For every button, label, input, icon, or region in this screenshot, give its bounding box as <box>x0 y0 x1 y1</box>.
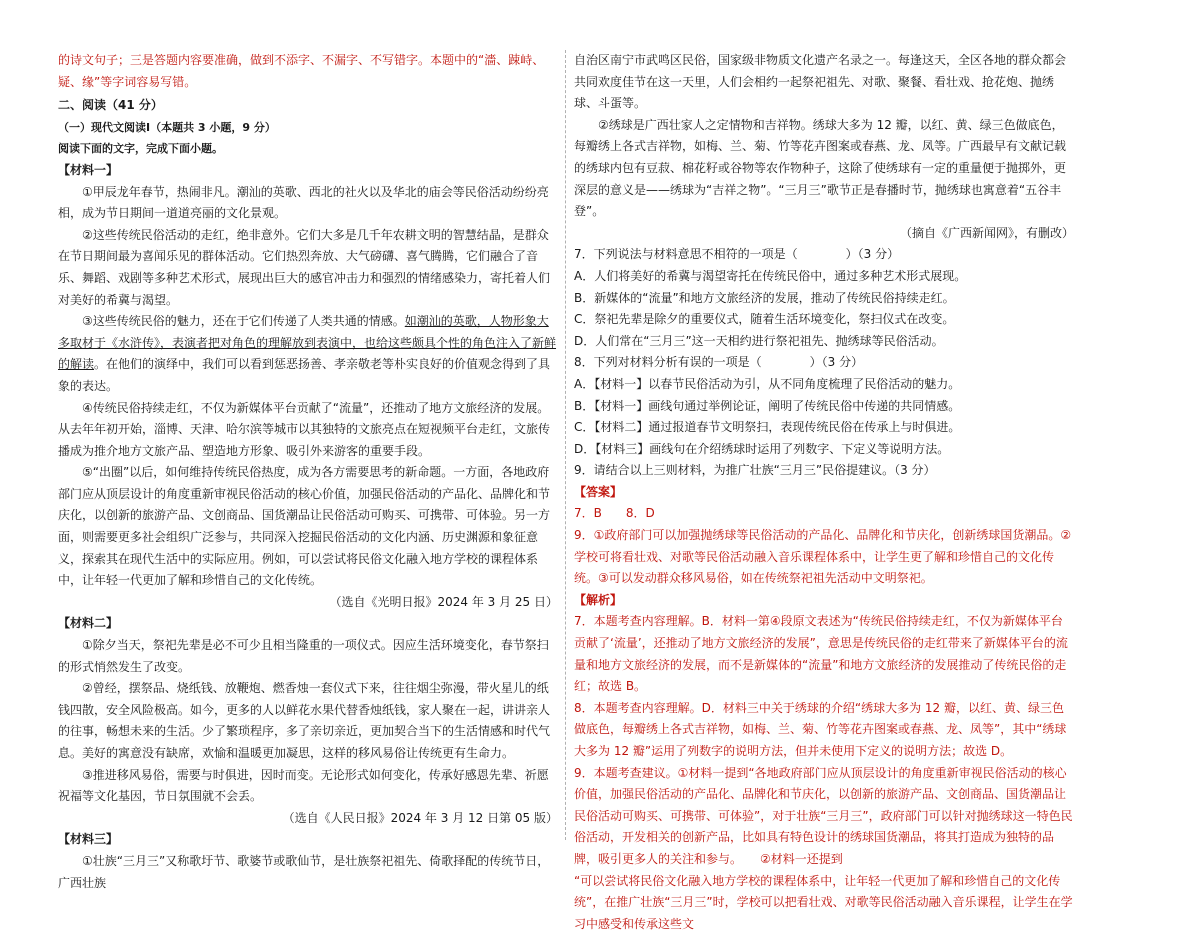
q7-option-d: D．人们常在“三月三”这一天相约进行祭祀祖先、抛绣球等民俗活动。 <box>574 333 944 348</box>
explanation-label: 【解析】 <box>574 592 623 607</box>
question-8: 8．下列对材料分析有误的一项是（ ）（3 分） <box>574 355 864 370</box>
answer-label: 【答案】 <box>574 484 623 499</box>
instruction: 阅读下面的文字，完成下面小题。 <box>58 142 223 156</box>
q8-option-a: A．【材料一】以春节民俗活动为引，从不同角度梳理了民俗活动的魅力。 <box>574 376 961 391</box>
right-column <box>574 50 1074 935</box>
m1-p3-underlined-sentence: 如潮汕的英歌，人物形象大多取材于《水浒传》，表演者把对角色的理解放到表演中，也给这些颇具个性的角色注入了新鲜的解读 <box>58 314 557 372</box>
m1-paragraph-2: ②这些传统民俗活动的走红，绝非意外。它们大多是几千年农耕文明的智慧结晶，是群众在节日期间最为喜闻乐见的群体活动。它们热烈奔放、大气磅礴、喜气腾腾，它们融合了音乐、舞蹈、戏剧等多种艺术形式，展现出巨大的感官冲击力和强烈的情绪感染力，寄托着人们对美好的希冀与渴望。 <box>58 227 551 307</box>
q7-option-c: C．祭祀先辈是除夕的重要仪式，随着生活环境变化，祭扫仪式在改变。 <box>574 312 955 327</box>
m1-paragraph-4: ④传统民俗持续走红，不仅为新媒体平台贡献了“流量”，还推动了地方文旅经济的发展。从去年年初开始，淄博、天津、哈尔滨等城市以其独特的文旅亮点在短视频平台走红，文旅传播成为推介地方文旅产品、塑造地方形象、吸引外来游客的重要手段。 <box>58 400 551 458</box>
m1-source: （选自《光明日报》2024 年 3 月 25 日） <box>329 594 558 609</box>
explanation-9-part-1: 9．本题考查建议。①材料一提到“各地政府部门应从顶层设计的角度重新审视民俗活动的核心价值，加强民俗活动的产品化、品牌化和节庆化，以创新的旅游产品、文创商品、国货潮品让民俗活动可购买、可携带、可体验”，对于壮族“三月三”，政府部门可以针对抛绣球这一特色民俗活动，开发相关的创新产品，比如具有特色设计的绣球国货潮品，将其打造成为独特的品牌，吸引更多人的关注和参与。 ②材料一还提到 <box>574 765 1073 866</box>
m2-paragraph-1: ①除夕当天，祭祀先辈是必不可少且相当隆重的一项仪式。因应生活环境变化，春节祭扫的形式悄然发生了改变。 <box>58 638 549 674</box>
subsection-title: （一）现代文阅读Ⅰ（本题共 3 小题，9 分） <box>58 120 276 134</box>
previous-answer-tail: 的诗文句子；三是答题内容要准确，做到不添字、不漏字、不写错字。本题中的“濇、踈峙、疑、缘”等字词容易写错。 <box>58 53 545 89</box>
section-title: 二、阅读（41 分） <box>58 98 163 113</box>
material-3-title: 【材料三】 <box>58 832 119 847</box>
m2-paragraph-2: ②曾经，摆祭品、烧纸钱、放鞭炮、燃香烛一套仪式下来，往往烟尘弥漫，带火星儿的纸钱四散，安全风险极高。如今，更多的人以鲜花水果代替香烛纸钱，家人聚在一起，讲讲亲人的往事，畅想未来的生活。少了繁琐程序，多了亲切亲近，更加契合当下的生活情感和时代气息。美好的寓意没有缺席，欢愉和温暖更加凝思，这样的移风易俗让传统更有生命力。 <box>58 681 551 760</box>
m2-paragraph-3: ③推进移风易俗，需要与时俱进，因时而变。无论形式如何变化，传承好感恩先辈、祈愿祝福等文化基因，节日氛围就不会丢。 <box>58 767 549 804</box>
m1-paragraph-5: ⑤“出圈”以后，如何维持传统民俗热度，成为各方需要思考的新命题。一方面，各地政府部门应从顶层设计的角度重新审视民俗活动的核心价值，加强民俗活动的产品化、品牌化和节庆化，以创新的旅游产品、文创商品、国货潮品让民俗活动可购买、可携带、可体验。另一方面，则需要更多社会组织广泛参与，共同深入挖掘民俗活动的文化内涵、历史渊源和象征意义，探索其在现代生活中的实际应用。例如，可以尝试将民俗文化融入地方学校的课程体系中，让年轻一代更加了解和珍惜自己的文化传统。 <box>58 465 551 588</box>
q8-option-d: D．【材料三】画线句在介绍绣球时运用了列数字、下定义等说明方法。 <box>574 441 950 456</box>
material-1-title: 【材料一】 <box>58 162 119 177</box>
q7-option-a: A．人们将美好的希冀与渴望寄托在传统民俗中，通过多种艺术形式展现。 <box>574 268 967 283</box>
m2-source: （选自《人民日报》2024 年 3 月 12 日第 05 版） <box>282 810 558 825</box>
q7-option-b: B．新媒体的“流量”和地方文旅经济的发展，推动了传统民俗持续走红。 <box>574 290 955 305</box>
q8-option-b: B．【材料一】画线句通过举例论证，阐明了传统民俗中传递的共同情感。 <box>574 398 961 413</box>
q8-option-c: C．【材料二】通过报道春节文明祭扫，表现传统民俗在传承上与时俱进。 <box>574 420 961 435</box>
question-7: 7．下列说法与材料意思不相符的一项是（ ）（3 分） <box>574 247 900 262</box>
material-2-title: 【材料二】 <box>58 616 119 631</box>
answer-9: 9．①政府部门可以加强抛绣球等民俗活动的产品化、品牌化和节庆化，创新绣球国货潮品。②学校可将看壮戏、对歌等民俗活动融入音乐课程体系中，让学生更了解和珍惜自己的文化传统。③可以发动群众移风易俗，如在传统祭祀祖先活动中文明祭祀。 <box>574 528 1072 586</box>
m3-paragraph-2: ②绣球是广西壮家人之定情物和吉祥物。绣球大多为 12 瓣，以红、黄、绿三色做底色，每瓣绣上各式吉祥物，如梅、兰、菊、竹等花卉图案或春燕、龙、凤等。广西最早有文献记载的绣球内包有豆菽、棉花籽或谷物等农作物种子，这除了使绣球有一定的重量便于抛掷外，更深层的意义是——绣球为“吉祥之物”。“三月三”歌节正是春播时节，抛绣球也寓意着“五谷丰登”。 <box>574 117 1067 219</box>
m3-source: （摘自《广西新闻网》，有删改） <box>899 225 1074 240</box>
answer-7-8: 7．B 8．D <box>574 506 655 521</box>
question-9: 9．请结合以上三则材料，为推广壮族“三月三”民俗提建议。（3 分） <box>574 463 936 478</box>
m1-paragraph-1: ①甲辰龙年春节，热闹非凡。潮汕的英歌、西北的社火以及华北的庙会等民俗活动纷纷亮相，成为节日期间一道道亮丽的文化景观。 <box>58 184 549 221</box>
m1-paragraph-3 <box>58 311 558 397</box>
explanation-7: 7．本题考查内容理解。B．材料一第④段原文表述为“传统民俗持续走红，不仅为新媒体平台贡献了‘流量’，还推动了地方文旅经济的发展”，意思是传统民俗的走红带来了新媒体平台的流量和地方文旅经济的发展，而不是新媒体的“流量”和地方文旅经济的发展推动了传统民俗的走红；故选 B。 <box>574 614 1068 694</box>
column-divider <box>565 50 566 840</box>
explanation-8: 8．本题考查内容理解。D．材料三中关于绣球的介绍“绣球大多为 12 瓣，以红、黄、绿三色做底色，每瓣绣上各式吉祥物，如梅、兰、菊、竹等花卉图案或春燕、龙、凤等”，其中“绣球大多为 12 瓣”运用了列数字的说明方法，但并未使用下定义的说明方法；故选 D。 <box>574 700 1067 758</box>
explanation-9-part-2: “可以尝试将民俗文化融入地方学校的课程体系中，让年轻一代更加了解和珍惜自己的文化传统”，在推广壮族“三月三”时，学校可以把看壮戏、对歌等民俗活动融入音乐课程，让学生在学习中感受和传承这些文 <box>574 873 1073 931</box>
m3-paragraph-1-continued: 自治区南宁市武鸣区民俗，国家级非物质文化遗产名录之一。每逢这天，全区各地的群众都会共同欢度佳节在这一天里，人们会相约一起祭祀祖先、对歌、聚餐、看壮戏、抢花炮、抛绣球、斗蛋等。 <box>574 53 1067 111</box>
left-column <box>58 50 558 894</box>
m1-p3-tail: 。在他们的演绎中，我们可以看到惩恶扬善、孝亲敬老等朴实良好的价值观念得到了具象的表达。 <box>58 357 551 393</box>
m1-p3-lead: ③这些传统民俗的魅力，还在于它们传递了人类共通的情感。 <box>82 314 405 329</box>
m3-paragraph-1-start: ①壮族“三月三”又称歌圩节、歌婆节或歌仙节，是壮族祭祀祖先、倚歌择配的传统节日，广西壮族 <box>58 853 550 890</box>
